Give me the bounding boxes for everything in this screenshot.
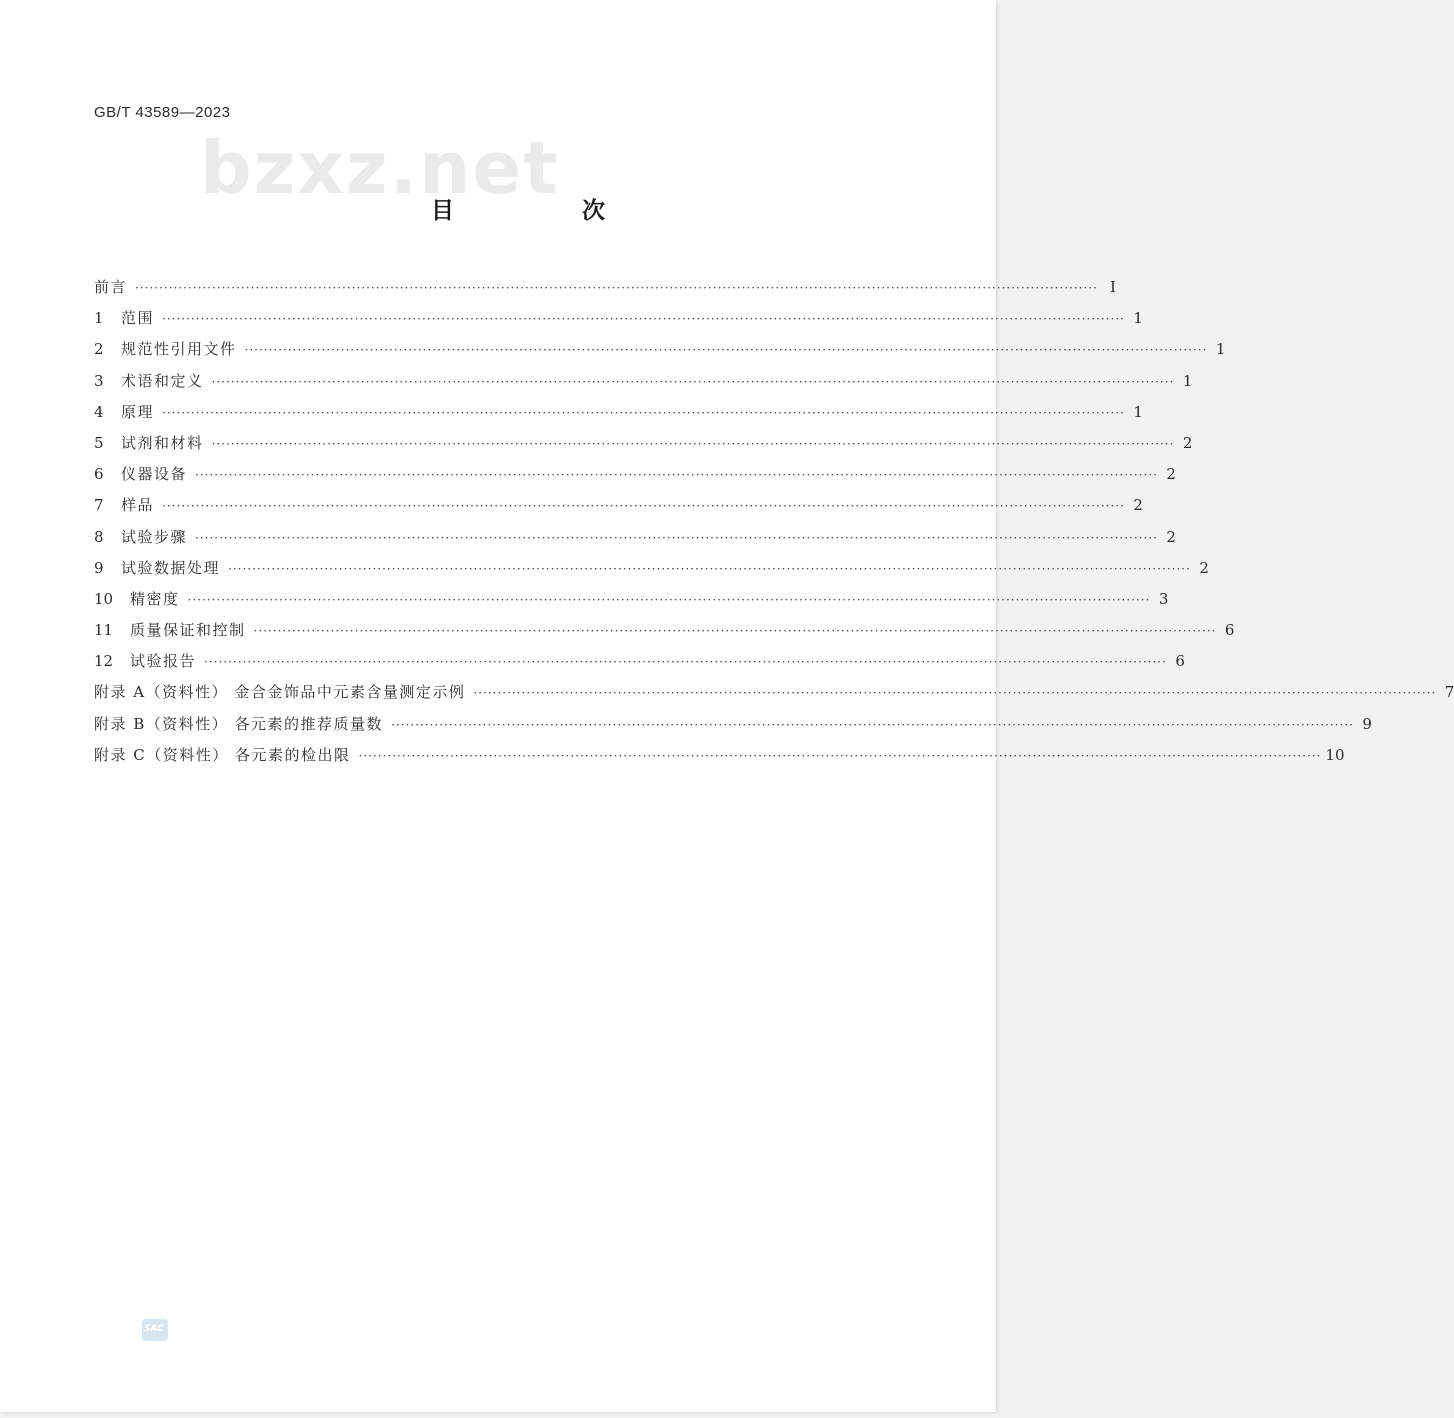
toc-entry-label: 精密度: [130, 589, 180, 608]
toc-entry-label: 试剂和材料: [121, 433, 204, 452]
toc-entry-number: 6: [94, 465, 104, 484]
toc-entry-label: 附录 A（资料性） 金合金饰品中元素含量测定示例: [94, 683, 466, 702]
standard-code: GB/T 43589—2023: [94, 104, 231, 121]
toc-entry-page: 9: [1362, 714, 1372, 733]
toc-leader-dots: ········································································································································································································: [211, 374, 1175, 389]
toc-entry-page: 6: [1224, 621, 1235, 640]
toc-entry-1[interactable]: [94, 307, 1143, 338]
toc-entry-page: I: [1109, 278, 1116, 296]
toc-leader-dots: ········································································································································································································: [211, 436, 1175, 451]
toc-entry-label: 质量保证和控制: [130, 621, 246, 640]
toc-entry-page: 1: [1133, 309, 1143, 328]
toc-leader-dots: ········································································································································································································: [244, 343, 1208, 358]
toc-entry-label: 范围: [121, 309, 155, 328]
toc-entry-4[interactable]: [94, 401, 1143, 432]
toc-entry-12[interactable]: [94, 650, 1185, 681]
toc-entry-number: 8: [94, 527, 104, 546]
toc-entry-label: 试验报告: [130, 652, 197, 671]
toc-entry-5[interactable]: [94, 432, 1193, 463]
toc-entry-label: 附录 C（资料性） 各元素的检出限: [94, 745, 351, 764]
toc-entry-label: 前言: [94, 278, 128, 296]
toc-entry-page: 1: [1182, 371, 1193, 390]
toc-leader-dots: ········································································································································································································: [195, 468, 1158, 483]
toc-entry-11[interactable]: [94, 619, 1235, 650]
toc-leader-dots: ········································································································································································································: [228, 561, 1191, 576]
toc-leader-dots: ········································································································································································································: [358, 748, 1322, 763]
toc-entry-number: 11: [94, 621, 114, 640]
toc-leader-dots: ········································································································································································································: [162, 312, 1125, 327]
toc-entry-page: 2: [1133, 496, 1143, 515]
toc-leader-dots: ········································································································································································································: [195, 530, 1158, 545]
toc-entry-annex-c[interactable]: [94, 744, 1345, 775]
toc-leader-dots: ········································································································································································································: [135, 281, 1098, 295]
toc-entry-label: 术语和定义: [121, 371, 204, 390]
toc-entry-label: 附录 B（资料性） 各元素的推荐质量数: [94, 714, 384, 733]
toc-leader-dots: ········································································································································································································: [253, 624, 1217, 639]
toc-entry-8[interactable]: [94, 526, 1176, 557]
toc-entry-number: 1: [94, 309, 104, 328]
toc-entry-number: 2: [94, 340, 104, 359]
watermark: bzxz.net: [200, 126, 560, 210]
toc-entry-page: 10: [1325, 745, 1345, 764]
toc-entry-label: 试验数据处理: [121, 558, 221, 577]
toc-entry-10[interactable]: [94, 588, 1169, 619]
toc-leader-dots: ········································································································································································································: [391, 717, 1354, 732]
toc-entry-label: 原理: [121, 402, 155, 421]
toc-entry-number: 10: [94, 589, 114, 608]
toc-entry-number: 5: [94, 433, 104, 452]
toc-entry-page: 1: [1133, 402, 1143, 421]
toc-entry-9[interactable]: [94, 557, 1209, 588]
toc-entry-page: 2: [1166, 465, 1176, 484]
toc-entry-page: 2: [1166, 527, 1176, 546]
toc-entry-3[interactable]: [94, 370, 1193, 401]
toc-entry-number: 9: [94, 558, 104, 577]
toc-entry-6[interactable]: [94, 463, 1176, 494]
sac-logo: [142, 1319, 168, 1341]
toc-leader-dots: ········································································································································································································: [162, 499, 1125, 514]
toc-entry-foreword[interactable]: [94, 276, 1116, 307]
toc-entry-number: 7: [94, 496, 104, 515]
toc-entry-page: 7: [1444, 683, 1454, 702]
toc-leader-dots: ········································································································································································································: [162, 405, 1125, 420]
toc-entry-number: 3: [94, 371, 104, 390]
toc-entry-annex-a[interactable]: [94, 681, 1454, 712]
toc-title: 目 次: [430, 198, 665, 224]
toc-entry-number: 4: [94, 402, 104, 421]
toc-leader-dots: ········································································································································································································: [473, 686, 1437, 701]
toc-entry-label: 仪器设备: [121, 465, 188, 484]
toc-entry-page: 2: [1182, 433, 1193, 452]
toc-leader-dots: ········································································································································································································: [187, 592, 1151, 607]
toc-entry-7[interactable]: [94, 494, 1143, 525]
toc-entry-page: 1: [1215, 340, 1226, 359]
toc-entry-number: 12: [94, 652, 114, 671]
toc-entry-label: 试验步骤: [121, 527, 188, 546]
toc-entry-page: 2: [1199, 558, 1209, 577]
sac-logo-text: SAC: [144, 1324, 164, 1334]
toc-entry-label: 样品: [121, 496, 155, 515]
toc-entry-page: 6: [1175, 652, 1185, 671]
toc-entry-label: 规范性引用文件: [121, 340, 237, 359]
toc-entry-page: 3: [1158, 589, 1169, 608]
toc-entry-annex-b[interactable]: [94, 713, 1372, 744]
toc-leader-dots: ········································································································································································································: [204, 655, 1167, 670]
table-of-contents: [94, 276, 1454, 775]
toc-entry-2[interactable]: [94, 338, 1226, 369]
